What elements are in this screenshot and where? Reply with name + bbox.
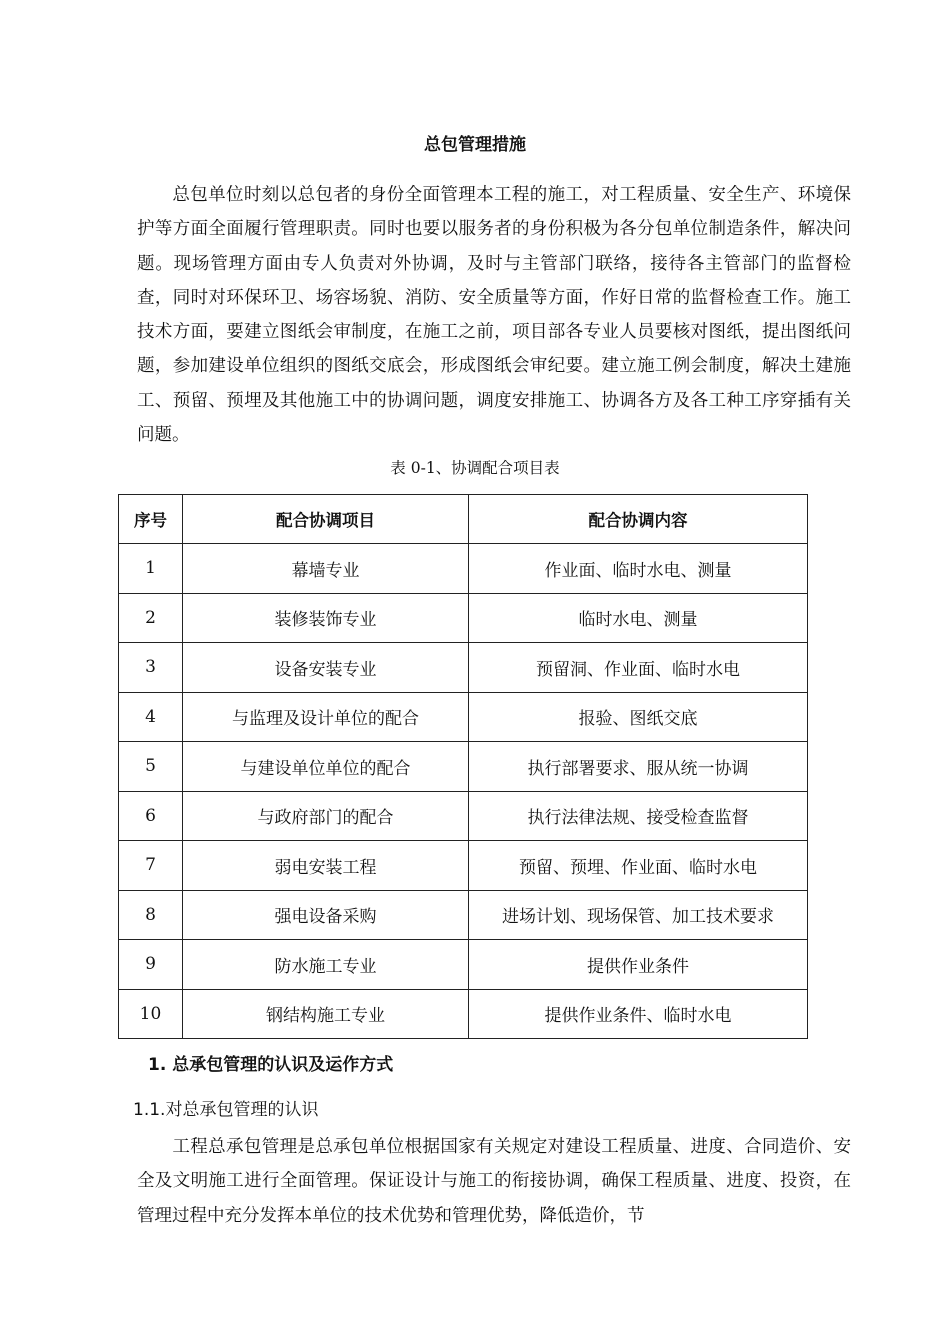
cell-seq: 8 [119,890,183,940]
table-row [119,692,808,742]
table-row [119,841,808,891]
section-heading-1 [148,1050,393,1075]
header-content: 配合协调内容 [469,495,808,544]
cell-content: 提供作业条件、临时水电 [469,989,808,1039]
cell-content: 预留洞、作业面、临时水电 [469,643,808,693]
coordination-table [118,494,808,1039]
cell-seq: 5 [119,742,183,792]
cell-item: 钢结构施工专业 [183,989,469,1039]
cell-item: 与监理及设计单位的配合 [183,692,469,742]
section-1-1-paragraph [137,1130,851,1233]
subsection-title: 对总承包管理的认识 [165,1100,319,1120]
cell-seq: 9 [119,940,183,990]
section-number: 1. [148,1055,167,1075]
cell-item: 防水施工专业 [183,940,469,990]
section-title: 总承包管理的认识及运作方式 [172,1055,394,1075]
cell-content: 作业面、临时水电、测量 [469,544,808,594]
cell-seq: 1 [119,544,183,594]
cell-item: 幕墙专业 [183,544,469,594]
cell-content: 报验、图纸交底 [469,692,808,742]
table-row [119,890,808,940]
table-row [119,593,808,643]
cell-seq: 7 [119,841,183,891]
cell-item: 强电设备采购 [183,890,469,940]
cell-content: 执行部署要求、服从统一协调 [469,742,808,792]
cell-item: 设备安装专业 [183,643,469,693]
table-header-row [119,495,808,544]
table-row [119,643,808,693]
cell-seq: 10 [119,989,183,1039]
subsection-number: 1.1. [133,1100,166,1120]
intro-paragraph-text: 总包单位时刻以总包者的身份全面管理本工程的施工，对工程质量、安全生产、环境保护等方面全面履行管理职责。同时也要以服务者的身份积极为各分包单位制造条件，解决问题。现场管理方面由专人负责对外协调，及时与主管部门联络，接待各主管部门的监督检查，同时对环保环卫、场容场貌、消防、安全质量等方面，作好日常的监督检查工作。施工技术方面，要建立图纸会审制度，在施工之前，项目部各专业人员要核对图纸，提出图纸问题，参加建设单位组织的图纸交底会，形成图纸会审纪要。建立施工例会制度，解决土建施工、预留、预埋及其他施工中的协调问题，调度安排施工、协调各方及各工种工序穿插有关问题。 [137,185,851,446]
cell-item: 与建设单位单位的配合 [183,742,469,792]
cell-item: 弱电安装工程 [183,841,469,891]
table-row [119,742,808,792]
cell-content: 预留、预埋、作业面、临时水电 [469,841,808,891]
table-row [119,544,808,594]
table-caption: 表 0-1、协调配合项目表 [390,459,560,477]
header-item: 配合协调项目 [183,495,469,544]
cell-seq: 2 [119,593,183,643]
cell-seq: 3 [119,643,183,693]
cell-content: 执行法律法规、接受检查监督 [469,791,808,841]
cell-content: 提供作业条件 [469,940,808,990]
intro-paragraph [137,178,851,452]
table-row [119,940,808,990]
cell-seq: 6 [119,791,183,841]
table-row [119,989,808,1039]
cell-seq: 4 [119,692,183,742]
section-1-1-paragraph-text: 工程总承包管理是总承包单位根据国家有关规定对建设工程质量、进度、合同造价、安全及文明施工进行全面管理。保证设计与施工的衔接协调，确保工程质量、进度、投资，在管理过程中充分发挥本单位的技术优势和管理优势，降低造价，节 [137,1137,851,1226]
section-heading-1-1 [133,1095,318,1120]
cell-item: 与政府部门的配合 [183,791,469,841]
table-row [119,791,808,841]
page-title: 总包管理措施 [424,135,526,155]
cell-content: 临时水电、测量 [469,593,808,643]
header-seq: 序号 [119,495,183,544]
cell-content: 进场计划、现场保管、加工技术要求 [469,890,808,940]
cell-item: 装修装饰专业 [183,593,469,643]
